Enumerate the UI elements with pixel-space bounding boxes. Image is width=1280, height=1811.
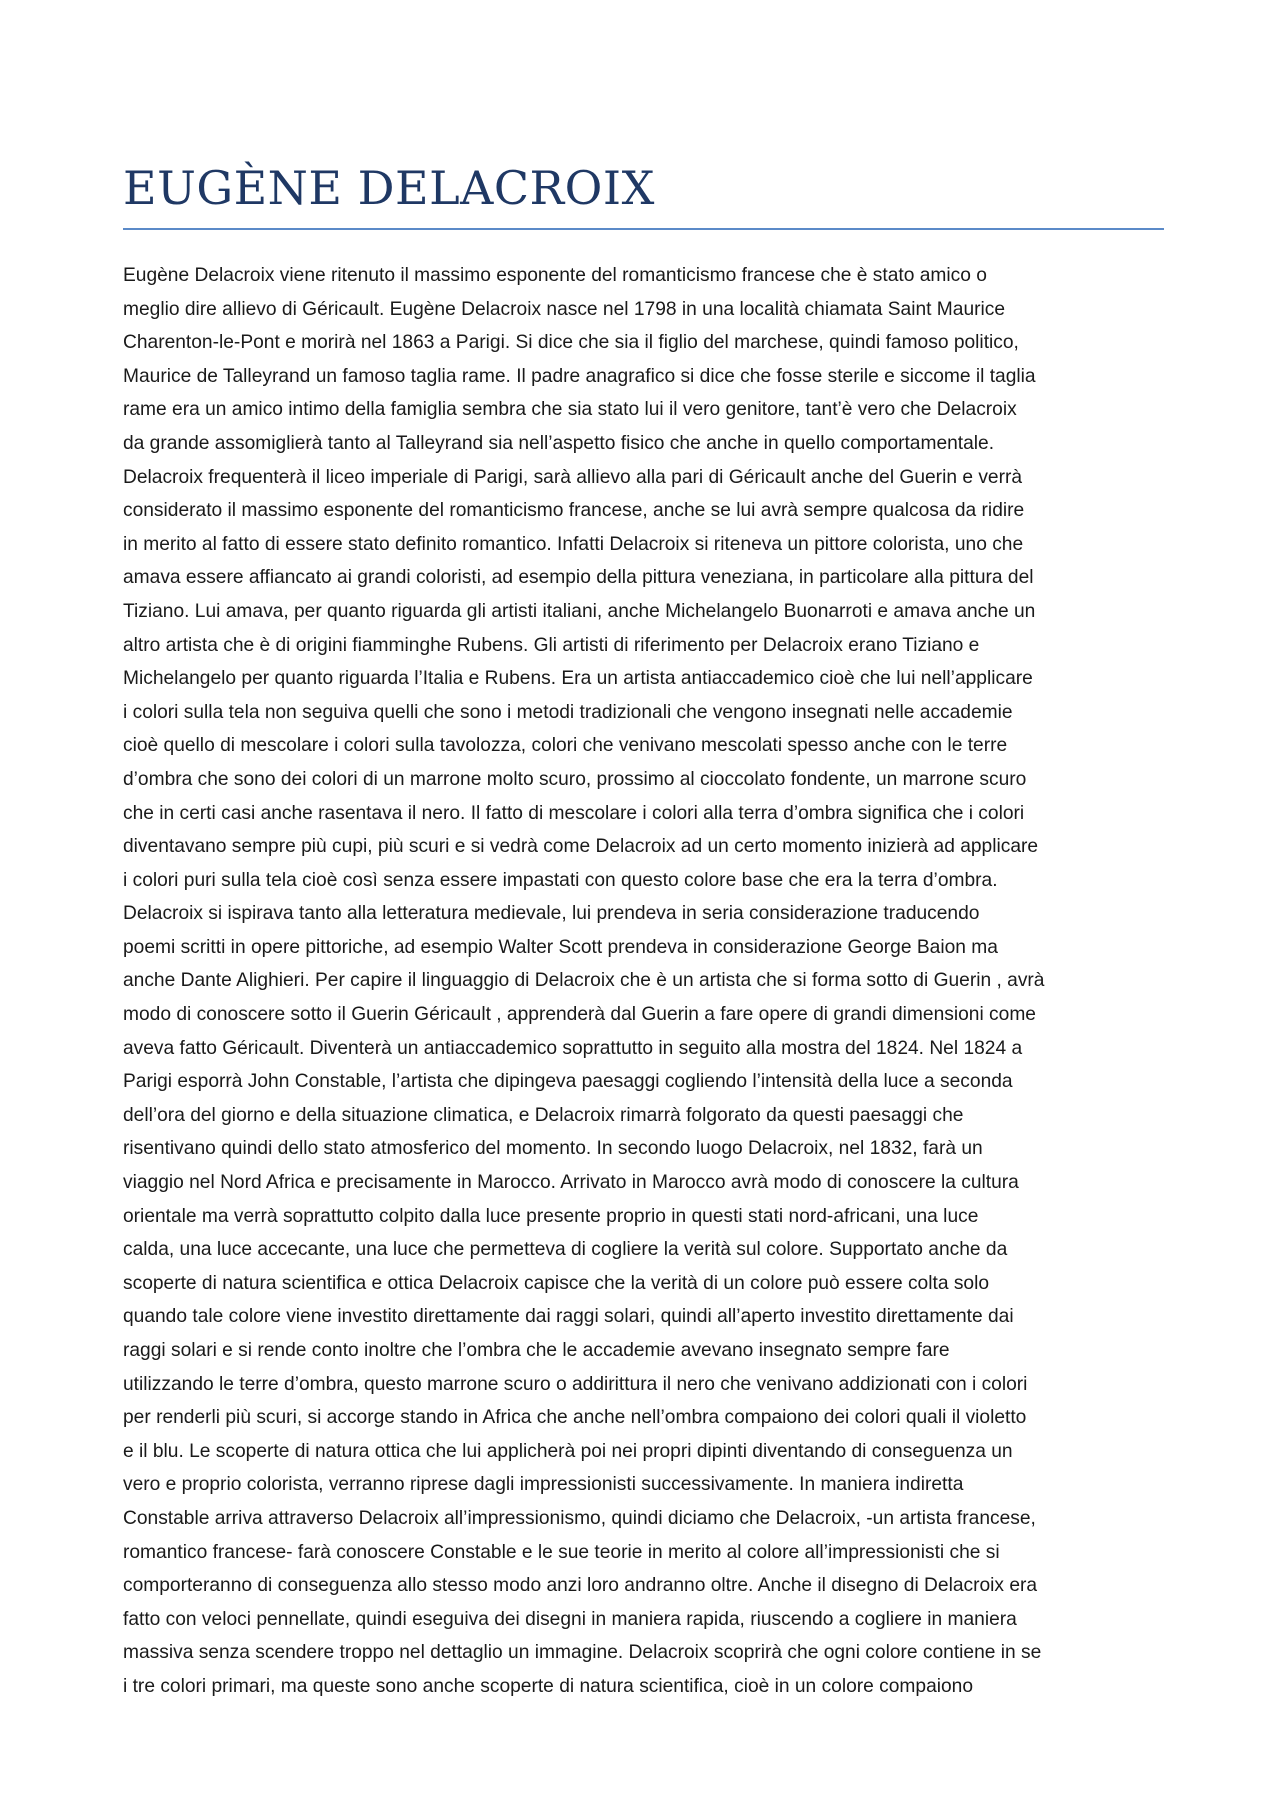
body-text-line: aveva fatto Géricault. Diventerà un antiaccademico soprattutto in seguito alla mostra del 1824. Nel 1824 a xyxy=(123,1037,1023,1059)
body-text-line: fatto con veloci pennellate, quindi eseguiva dei disegni in maniera rapida, riuscendo a cogliere in maniera xyxy=(123,1608,1017,1630)
body-text-line: Delacroix si ispirava tanto alla letteratura medievale, lui prendeva in seria considerazione traducendo xyxy=(123,903,980,925)
document-body xyxy=(123,259,1164,1704)
body-text-line: d’ombra che sono dei colori di un marrone molto scuro, prossimo al cioccolato fondente, un marrone scuro xyxy=(123,768,1027,790)
body-text-line: e il blu. Le scoperte di natura ottica che lui applicherà poi nei propri dipinti diventando di conseguenza un xyxy=(123,1440,1013,1462)
body-text-line: calda, una luce accecante, una luce che permetteva di cogliere la verità sul colore. Supportato anche da xyxy=(123,1239,1008,1261)
body-text-line: risentivano quindi dello stato atmosferico del momento. In secondo luogo Delacroix, nel 1832, farà un xyxy=(123,1138,983,1160)
body-text-line: romantico francese- farà conoscere Constable e le sue teorie in merito al colore all’impressionisti che si xyxy=(123,1541,1000,1563)
body-text-line: orientale ma verrà soprattutto colpito dalla luce presente proprio in questi stati nord-africani, una luce xyxy=(123,1205,979,1227)
body-text-line: i colori puri sulla tela cioè così senza essere impastati con questo colore base che era la terra d’ombra. xyxy=(123,869,998,891)
body-text-line: comporteranno di conseguenza allo stesso modo anzi loro andranno oltre. Anche il disegno di Delacroix era xyxy=(123,1575,1038,1597)
body-text-line: amava essere affiancato ai grandi coloristi, ad esempio della pittura veneziana, in particolare alla pittura del xyxy=(123,567,1034,589)
body-text-line: viaggio nel Nord Africa e precisamente in Marocco. Arrivato in Marocco avrà modo di conoscere la cultura xyxy=(123,1172,1019,1194)
body-text-line: altro artista che è di origini fiamminghe Rubens. Gli artisti di riferimento per Delacroix erano Tiziano e xyxy=(123,634,980,656)
body-text-line: raggi solari e si rende conto inoltre che l’ombra che le accademie avevano insegnato sempre fare xyxy=(123,1340,950,1361)
body-text-line: scoperte di natura scientifica e ottica Delacroix capisce che la verità di un colore può essere colta solo xyxy=(123,1272,990,1294)
body-text-line: per renderli più scuri, si accorge stando in Africa che anche nell’ombra compaiono dei colori quali il violetto xyxy=(123,1407,1027,1429)
body-text-line: massiva senza scendere troppo nel dettaglio un immagine. Delacroix scoprirà che ogni colore contiene in se xyxy=(123,1642,1042,1664)
body-text-line: da grande assomiglierà tanto al Talleyrand sia nell’aspetto fisico che anche in quello comportamentale. xyxy=(123,432,995,454)
body-text-line: Constable arriva attraverso Delacroix all’impressionismo, quindi diciamo che Delacroix, -un artista francese, xyxy=(123,1507,1036,1529)
body-text-line: Tiziano. Lui amava, per quanto riguarda gli artisti italiani, anche Michelangelo Buonarroti e amava anche un xyxy=(123,600,1036,622)
title-underline-rule xyxy=(123,228,1164,230)
body-text-line: Eugène Delacroix viene ritenuto il massimo esponente del romanticismo francese che è stato amico o xyxy=(123,265,987,286)
body-text-line: meglio dire allievo di Géricault. Eugène Delacroix nasce nel 1798 in una località chiamata Saint Maurice xyxy=(123,298,1006,320)
body-text-line: anche Dante Alighieri. Per capire il linguaggio di Delacroix che è un artista che si forma sotto di Guerin , avrà xyxy=(123,970,1045,992)
body-text-line: considerato il massimo esponente del romanticismo francese, anche se lui avrà sempre qualcosa da ridire xyxy=(123,500,1025,522)
body-text-line: rame era un amico intimo della famiglia sembra che sia stato lui il vero genitore, tant’è vero che Delacroix xyxy=(123,399,1017,421)
body-text-line: utilizzando le terre d’ombra, questo marrone scuro o addirittura il nero che venivano addizionati con i colori xyxy=(123,1373,1028,1395)
body-text-line: Charenton-le-Pont e morirà nel 1863 a Parigi. Si dice che sia il figlio del marchese, quindi famoso politico, xyxy=(123,332,1019,354)
body-text-line: quando tale colore viene investito direttamente dai raggi solari, quindi all’aperto investito direttamente dai xyxy=(123,1306,1014,1328)
body-text-line: Michelangelo per quanto riguarda l’Italia e Rubens. Era un artista antiaccademico cioè che lui nell’applicare xyxy=(123,668,1033,690)
body-text-line: diventavano sempre più cupi, più scuri e si vedrà come Delacroix ad un certo momento inizierà ad applicare xyxy=(123,836,1039,858)
body-text-line: Maurice de Talleyrand un famoso taglia rame. Il padre anagrafico si dice che fosse sterile e siccome il taglia xyxy=(123,365,1036,387)
body-text-line: i colori sulla tela non seguiva quelli che sono i metodi tradizionali che vengono insegnati nelle accademie xyxy=(123,701,1013,723)
body-text-line: in merito al fatto di essere stato definito romantico. Infatti Delacroix si riteneva un pittore colorista, uno che xyxy=(123,533,1024,555)
document-title: EUGÈNE DELACROIX xyxy=(123,161,655,215)
body-text-line: Delacroix frequenterà il liceo imperiale di Parigi, sarà allievo alla pari di Géricault anche del Guerin e verrà xyxy=(123,466,1023,488)
body-text-line: Parigi esporrà John Constable, l’artista che dipingeva paesaggi cogliendo l’intensità della luce a seconda xyxy=(123,1071,1013,1093)
body-text-line: vero e proprio colorista, verranno riprese dagli impressionisti successivamente. In maniera indiretta xyxy=(123,1474,964,1496)
body-text-line: dell’ora del giorno e della situazione climatica, e Delacroix rimarrà folgorato da questi paesaggi che xyxy=(123,1104,964,1126)
body-text-line: i tre colori primari, ma queste sono anche scoperte di natura scientifica, cioè in un colore compaiono xyxy=(123,1675,974,1697)
body-text-line: modo di conoscere sotto il Guerin Géricault , apprenderà dal Guerin a fare opere di grandi dimensioni come xyxy=(123,1004,1036,1026)
body-text-line: poemi scritti in opere pittoriche, ad esempio Walter Scott prendeva in considerazione George Baion ma xyxy=(123,936,998,958)
body-text-line: cioè quello di mescolare i colori sulla tavolozza, colori che venivano mescolati spesso anche con le terre xyxy=(123,735,1008,757)
body-text-line: che in certi casi anche rasentava il nero. Il fatto di mescolare i colori alla terra d’ombra significa che i colori xyxy=(123,802,1025,824)
